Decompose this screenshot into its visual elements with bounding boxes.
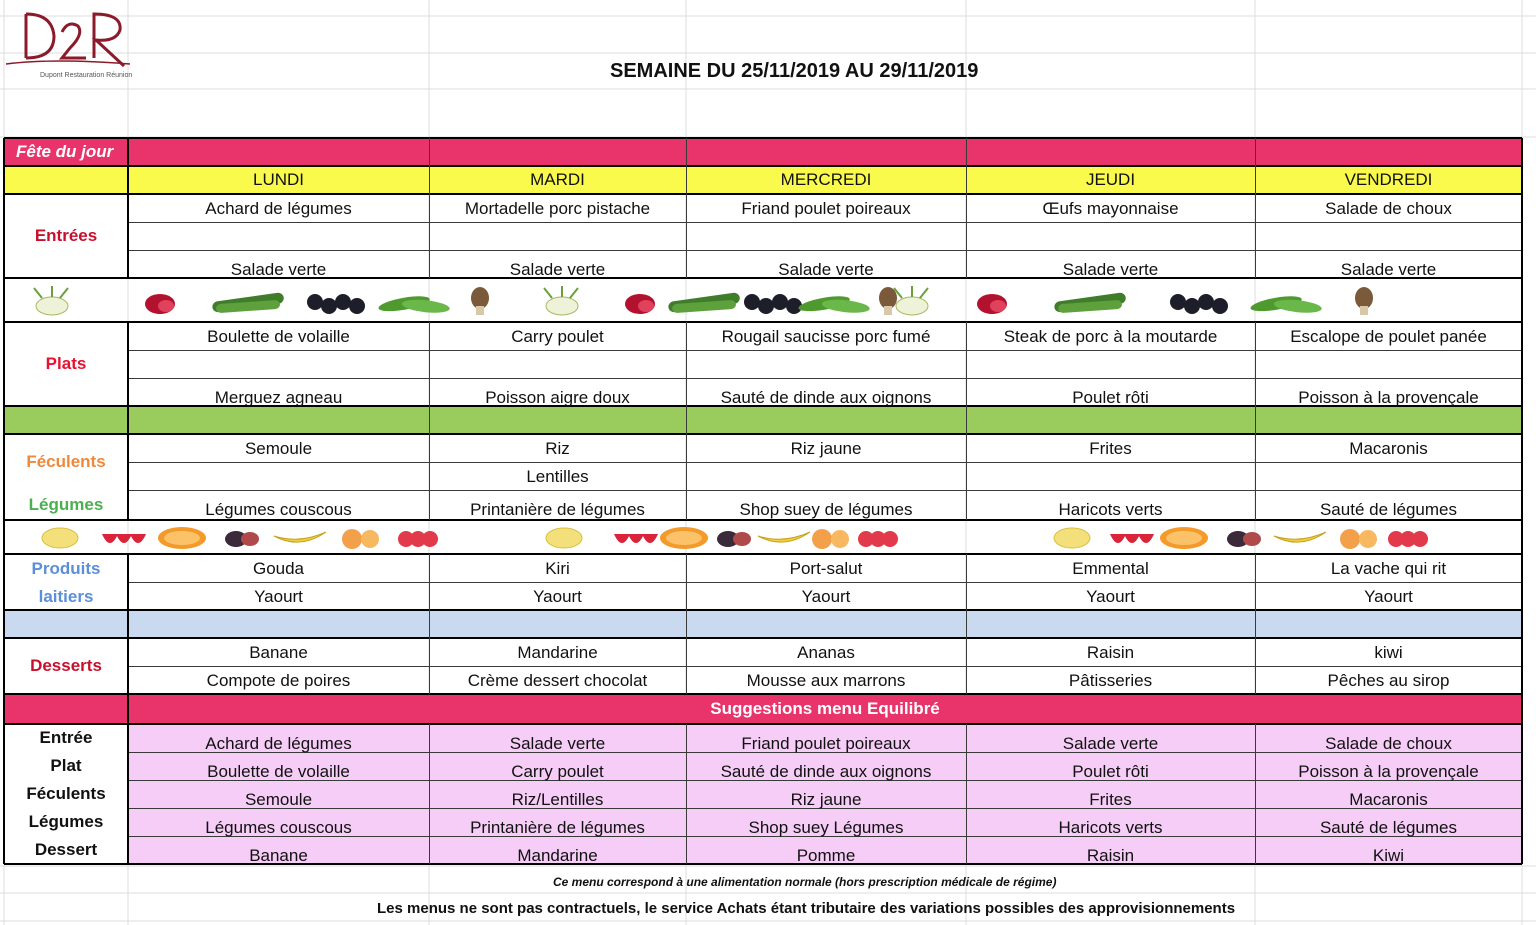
suggestion-legumes-jeudi: Haricots verts: [1058, 818, 1163, 837]
entree-row3-mardi: Salade verte: [509, 260, 606, 279]
legume-row-mardi: Printanière de légumes: [470, 500, 645, 519]
lemon-icon: [1054, 528, 1090, 548]
fig-icon: [717, 531, 751, 547]
entree-row2-jeudi: [966, 222, 1255, 250]
section-label-entrees: Entrées: [34, 226, 98, 245]
feculent-row1-mardi: Riz: [545, 439, 570, 458]
apricot-icon: [812, 529, 849, 549]
dessert-row2-jeudi: Pâtisseries: [1068, 671, 1153, 690]
section-label-legumes: Légumes: [28, 495, 104, 514]
entree-row1-mercredi: Friand poulet poireaux: [741, 199, 911, 218]
suggestion-entree-vendredi: Salade de choux: [1325, 734, 1452, 753]
zucchini-icon: [1054, 292, 1127, 313]
feculent-row2-jeudi: [966, 462, 1255, 492]
entree-row2-lundi: [128, 222, 429, 250]
laitier-row1-jeudi: Emmental: [1072, 559, 1149, 578]
plat-row2-jeudi: [966, 350, 1255, 378]
dessert-row2-vendredi: Pêches au sirop: [1327, 671, 1450, 690]
blackberries-icon: [744, 294, 802, 314]
fete-du-jour-label: Fête du jour: [16, 142, 114, 161]
morel-icon: [1355, 287, 1373, 315]
entree-row3-vendredi: Salade verte: [1340, 260, 1437, 279]
entree-row3-lundi: Salade verte: [230, 260, 327, 279]
suggestion-legumes-lundi: Légumes couscous: [205, 818, 352, 837]
suggestion-label-entree: Entrée: [39, 728, 93, 747]
suggestion-label-dessert: Dessert: [34, 840, 98, 859]
dessert-row2-mardi: Crème dessert chocolat: [467, 671, 648, 690]
suggestion-entree-mercredi: Friand poulet poireaux: [741, 734, 911, 753]
plat-row2-vendredi: [1255, 350, 1522, 378]
laitier-row1-lundi: Gouda: [252, 559, 305, 578]
feculent-row2-mardi: Lentilles: [526, 467, 589, 486]
suggestion-plat-jeudi: Poulet rôti: [1072, 762, 1149, 781]
entree-row1-jeudi: Œufs mayonnaise: [1042, 199, 1179, 218]
feculent-row1-lundi: Semoule: [244, 439, 313, 458]
suggestion-feculents-jeudi: Frites: [1089, 790, 1132, 809]
day-header-jeudi: JEUDI: [1085, 170, 1136, 189]
orange-icon: [660, 527, 708, 549]
morel-icon: [471, 287, 489, 315]
suggestion-label-plat: Plat: [50, 756, 82, 775]
apricot-icon: [1340, 529, 1377, 549]
day-header-lundi: LUNDI: [252, 170, 304, 189]
pomegranate-icon: [977, 294, 1007, 314]
plat-row3-mardi: Poisson aigre doux: [485, 388, 630, 407]
apricot-icon: [342, 529, 379, 549]
page-title: SEMAINE DU 25/11/2019 AU 29/11/2019: [610, 60, 979, 82]
suggestion-legumes-vendredi: Sauté de légumes: [1319, 818, 1458, 837]
entree-row1-vendredi: Salade de choux: [1325, 199, 1452, 218]
banana-icon: [1274, 532, 1326, 542]
logo: [4, 2, 132, 88]
orange-icon: [158, 527, 206, 549]
pomegranate-icon: [145, 294, 175, 314]
laitier-row1-vendredi: La vache qui rit: [1330, 559, 1447, 578]
legume-row-mercredi: Shop suey de légumes: [739, 500, 913, 519]
snow-peas-icon: [798, 293, 871, 314]
laitier-row2-vendredi: Yaourt: [1364, 587, 1413, 606]
section-label-feculents: Féculents: [26, 452, 106, 471]
logo-subtitle: Dupont Restauration Réunion: [40, 72, 133, 79]
dessert-row2-mercredi: Mousse aux marrons: [746, 671, 906, 690]
lemon-icon: [546, 528, 582, 548]
entree-row2-mercredi: [686, 222, 966, 250]
laitier-row1-mardi: Kiri: [545, 559, 570, 578]
day-header-mardi: MARDI: [530, 170, 585, 189]
suggestion-legumes-mercredi: Shop suey Légumes: [748, 818, 904, 837]
lemon-icon: [42, 528, 78, 548]
suggestion-feculents-vendredi: Macaronis: [1349, 790, 1428, 809]
suggestion-dessert-jeudi: Raisin: [1086, 846, 1135, 865]
dessert-row1-mercredi: Ananas: [797, 643, 855, 662]
suggestion-entree-jeudi: Salade verte: [1062, 734, 1159, 753]
entree-row2-mardi: [429, 222, 686, 250]
banana-icon: [274, 532, 326, 542]
fennel-icon: [34, 286, 68, 315]
section-label-laitiers-line2: laitiers: [38, 587, 94, 606]
snow-peas-icon: [1250, 293, 1323, 314]
suggestion-entree-mardi: Salade verte: [509, 734, 606, 753]
legume-row-lundi: Légumes couscous: [205, 500, 352, 519]
snow-peas-icon: [378, 293, 451, 314]
suggestion-plat-vendredi: Poisson à la provençale: [1298, 762, 1479, 781]
pomegranate-icon: [625, 294, 655, 314]
strawberries-icon: [614, 534, 658, 543]
feculent-row1-vendredi: Macaronis: [1349, 439, 1428, 458]
suggestion-plat-mardi: Carry poulet: [511, 762, 604, 781]
raspberries-icon: [858, 531, 898, 547]
suggestion-feculents-lundi: Semoule: [244, 790, 313, 809]
plat-row1-lundi: Boulette de volaille: [207, 327, 350, 346]
suggestion-dessert-lundi: Banane: [249, 846, 308, 865]
dessert-row1-mardi: Mandarine: [517, 643, 598, 662]
raspberries-icon: [398, 531, 438, 547]
strawberries-icon: [1110, 534, 1154, 543]
laitier-row2-mercredi: Yaourt: [801, 587, 851, 606]
dessert-row1-jeudi: Raisin: [1086, 643, 1135, 662]
feculent-row2-vendredi: [1255, 462, 1522, 492]
suggestion-feculents-mercredi: Riz jaune: [790, 790, 862, 809]
fig-icon: [225, 531, 259, 547]
legume-row-jeudi: Haricots verts: [1058, 500, 1163, 519]
suggestion-legumes-mardi: Printanière de légumes: [470, 818, 645, 837]
feculent-row1-jeudi: Frites: [1089, 439, 1132, 458]
feculent-row2-lundi: [128, 462, 429, 492]
suggestion-label-legumes: Légumes: [28, 812, 104, 831]
entree-row3-jeudi: Salade verte: [1062, 260, 1159, 279]
fig-icon: [1227, 531, 1261, 547]
entree-row1-mardi: Mortadelle porc pistache: [464, 199, 651, 218]
suggestion-plat-lundi: Boulette de volaille: [207, 762, 350, 781]
laitiers-separator-fill: [4, 610, 1522, 638]
section-border: [4, 137, 1522, 139]
section-label-plats: Plats: [45, 354, 87, 373]
dessert-row1-lundi: Banane: [249, 643, 308, 662]
dessert-row2-lundi: Compote de poires: [206, 671, 351, 690]
laitier-row1-mercredi: Port-salut: [789, 559, 863, 578]
plat-row1-mercredi: Rougail saucisse porc fumé: [721, 327, 931, 346]
legume-row-vendredi: Sauté de légumes: [1319, 500, 1458, 519]
entree-row1-lundi: Achard de légumes: [205, 199, 352, 218]
vegetable-strip: [4, 282, 1522, 320]
plat-row3-jeudi: Poulet rôti: [1072, 388, 1149, 407]
suggestion-dessert-mardi: Mandarine: [517, 846, 598, 865]
plat-row1-jeudi: Steak de porc à la moutarde: [1003, 327, 1218, 346]
suggestion-plat-mercredi: Sauté de dinde aux oignons: [720, 762, 932, 781]
plat-row3-vendredi: Poisson à la provençale: [1298, 388, 1479, 407]
raspberries-icon: [1388, 531, 1428, 547]
feculent-row1-mercredi: Riz jaune: [790, 439, 862, 458]
suggestions-title: Suggestions menu Equilibré: [710, 699, 940, 718]
zucchini-icon: [212, 292, 285, 313]
orange-icon: [1160, 527, 1208, 549]
blackberries-icon: [307, 294, 365, 314]
disclaimer-footer: Les menus ne sont pas contractuels, le service Achats étant tributaire des variations possibles des approvisionnements: [377, 900, 1236, 917]
strawberries-icon: [102, 534, 146, 543]
zucchini-icon: [668, 292, 741, 313]
plat-row1-mardi: Carry poulet: [511, 327, 604, 346]
fennel-icon: [544, 286, 578, 315]
day-header-mercredi: MERCREDI: [780, 170, 872, 189]
suggestion-dessert-mercredi: Pomme: [796, 846, 856, 865]
fennel-icon: [894, 286, 928, 315]
plat-row3-mercredi: Sauté de dinde aux oignons: [720, 388, 932, 407]
plat-row3-lundi: Merguez agneau: [214, 388, 343, 407]
suggestion-dessert-vendredi: Kiwi: [1372, 846, 1405, 865]
plat-row2-mardi: [429, 350, 686, 378]
fruit-strip: [4, 520, 1522, 554]
plat-row1-vendredi: Escalope de poulet panée: [1290, 327, 1487, 346]
laitier-row2-mardi: Yaourt: [533, 587, 582, 606]
feculent-row2-mercredi: [686, 462, 966, 492]
suggestion-entree-lundi: Achard de légumes: [205, 734, 352, 753]
laitier-row2-jeudi: Yaourt: [1086, 587, 1135, 606]
blackberries-icon: [1170, 294, 1228, 314]
morel-icon: [879, 287, 897, 315]
entree-row2-vendredi: [1255, 222, 1522, 250]
plat-row2-mercredi: [686, 350, 966, 378]
plats-separator-fill: [4, 406, 1522, 434]
section-label-laitiers-line1: Produits: [31, 559, 101, 578]
suggestion-label-feculents: Féculents: [26, 784, 106, 803]
plat-row2-lundi: [128, 350, 429, 378]
section-label-desserts: Desserts: [30, 656, 102, 675]
suggestion-feculents-mardi: Riz/Lentilles: [511, 790, 604, 809]
day-header-vendredi: VENDREDI: [1344, 170, 1433, 189]
dessert-row1-vendredi: kiwi: [1374, 643, 1403, 662]
laitier-row2-lundi: Yaourt: [254, 587, 303, 606]
banana-icon: [758, 532, 810, 542]
entree-row3-mercredi: Salade verte: [778, 260, 874, 279]
footnote: Ce menu correspond à une alimentation normale (hors prescription médicale de régime): [553, 875, 1057, 889]
fete-row-fill: [4, 138, 1522, 166]
